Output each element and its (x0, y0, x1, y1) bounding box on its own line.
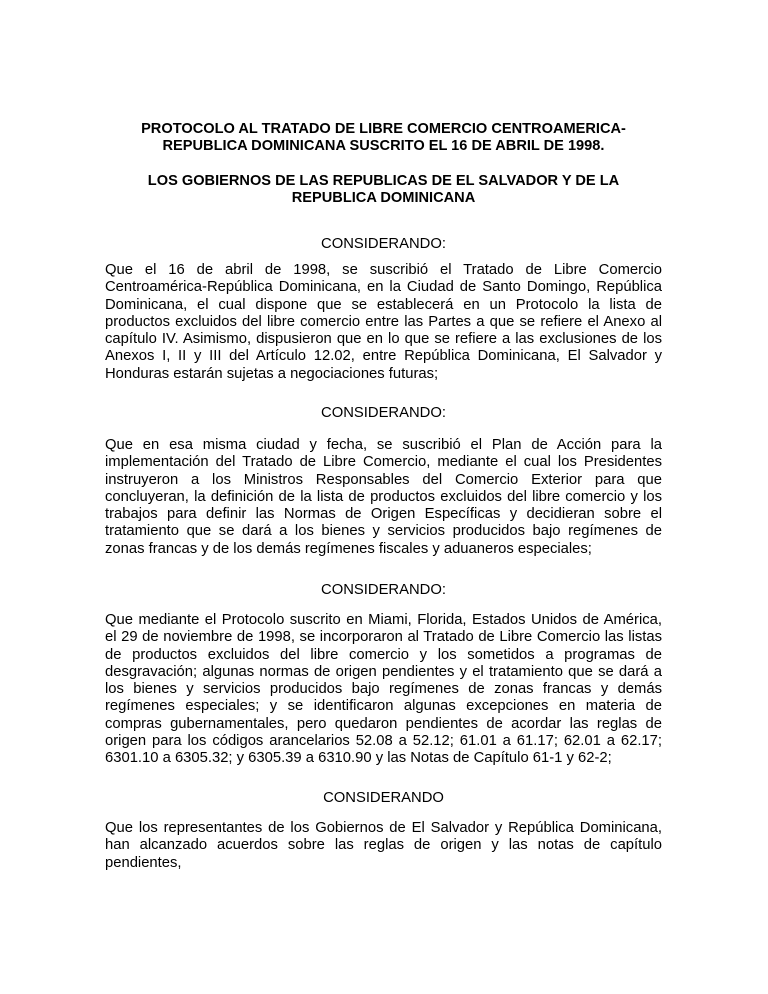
section-heading-2: CONSIDERANDO: (321, 405, 446, 421)
document-subtitle-line-1: LOS GOBIERNOS DE LAS REPUBLICAS DE EL SALVADOR Y DE LA (147, 173, 620, 189)
section-heading-3: CONSIDERANDO: (321, 582, 446, 598)
section-heading-4: CONSIDERANDO (323, 790, 444, 806)
document-subtitle-line-2: REPUBLICA DOMINICANA (291, 190, 476, 206)
document-title-line-1: PROTOCOLO AL TRATADO DE LIBRE COMERCIO CENTROAMERICA- (141, 121, 626, 137)
document-title-line-2: REPUBLICA DOMINICANA SUSCRITO EL 16 DE ABRIL DE 1998. (162, 138, 605, 154)
section-paragraph-1: Que el 16 de abril de 1998, se suscribió el Tratado de Libre Comercio Centroamérica-República Dominicana, en la Ciudad de Santo Domingo, República Dominicana, el cual dispone que se establecerá en un Protocolo la lista de productos excluidos del libre comercio entre las Partes a que se refiere el Anexo al capítulo IV. Asimismo, dispusieron que en lo que se refiere a las exclusiones de los Anexos I, II y III del Artículo 12.02, entre República Dominicana, El Salvador y Honduras estarán sujetas a negociaciones futuras; (105, 262, 662, 382)
section-paragraph-4: Que los representantes de los Gobiernos de El Salvador y República Dominicana, han alcanzado acuerdos sobre las reglas de origen y las notas de capítulo pendientes, (105, 820, 662, 871)
section-paragraph-3: Que mediante el Protocolo suscrito en Miami, Florida, Estados Unidos de América, el 29 de noviembre de 1998, se incorporaron al Tratado de Libre Comercio las listas de productos excluidos del libre comercio y los sometidos a programas de desgravación; algunas normas de origen pendientes y el tratamiento que se dará a los bienes y servicios producidos bajo regímenes de zonas francas y demás regímenes especiales; y se identificaron algunas excepciones en materia de compras gubernamentales, pero quedaron pendientes de acordar las reglas de origen para los códigos arancelarios 52.08 a 52.12; 61.01 a 61.17; 62.01 a 62.17; 6301.10 a 6305.32; y 6305.39 a 6310.90 y las Notas de Capítulo 61-1 y 62-2; (105, 612, 662, 767)
section-heading-1: CONSIDERANDO: (321, 236, 446, 252)
section-paragraph-2: Que en esa misma ciudad y fecha, se suscribió el Plan de Acción para la implementación del Tratado de Libre Comercio, mediante el cual los Presidentes instruyeron a los Ministros Responsables del Comercio Exterior para que concluyeran, la definición de la lista de productos excluidos del libre comercio y los trabajos para definir las Normas de Origen Específicas y decidieran sobre el tratamiento que se dará a los bienes y servicios producidos bajo regímenes de zonas francas y de los demás regímenes fiscales y aduaneros especiales; (105, 437, 662, 557)
